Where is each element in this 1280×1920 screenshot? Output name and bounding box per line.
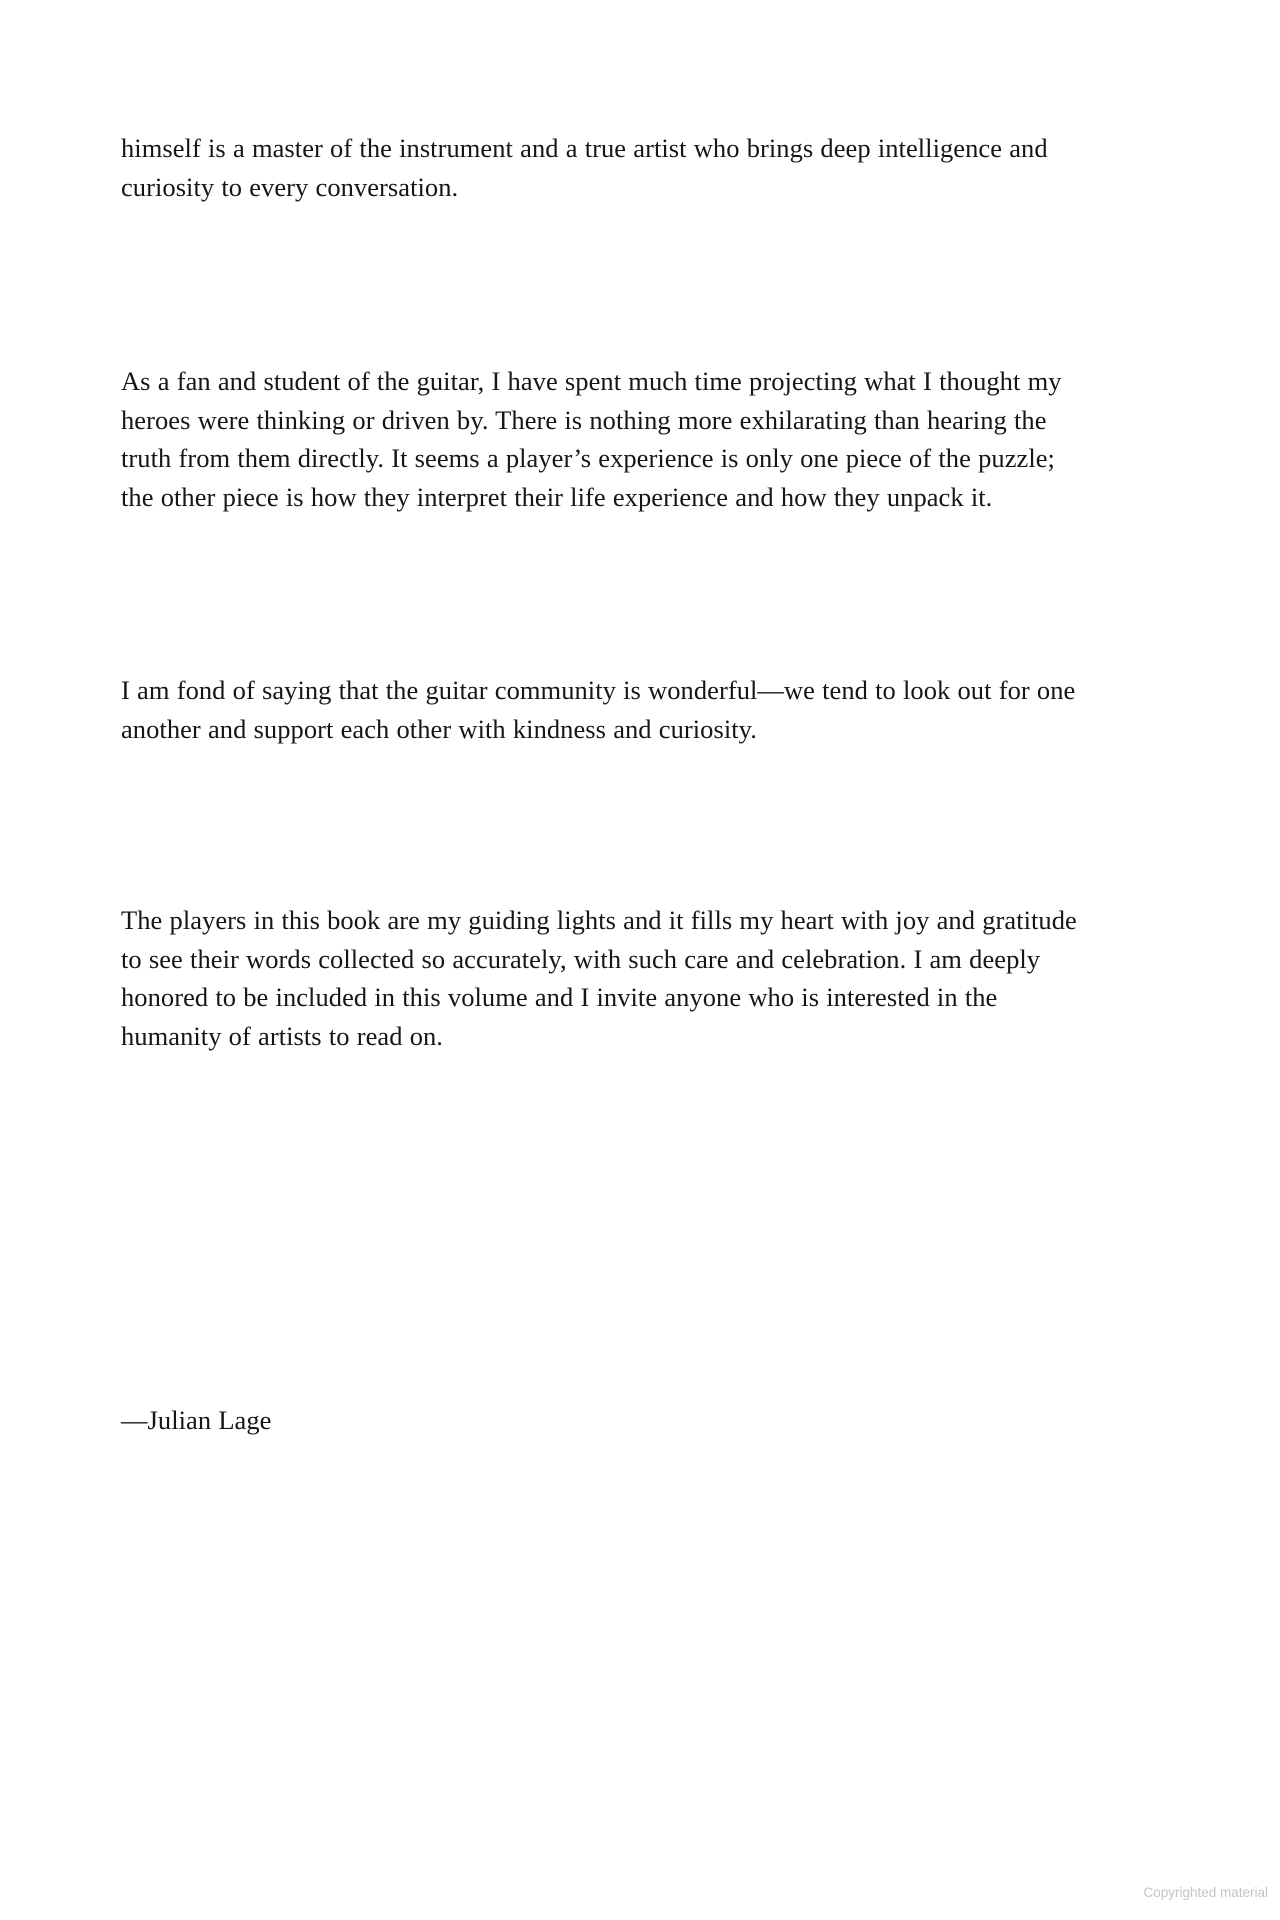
paragraph-2 xyxy=(121,362,1166,516)
text-line: truth from them directly. It seems a player’s experience is only one piece of the puzzle; xyxy=(121,443,1055,473)
text-line: humanity of artists to read on. xyxy=(121,1020,443,1051)
paragraph-1 xyxy=(121,129,1166,206)
text-line: curiosity to every conversation. xyxy=(121,171,459,202)
text-line: to see their words collected so accurately, with such care and celebration. I am deeply xyxy=(121,943,1041,974)
paragraph-4 xyxy=(121,901,1166,1055)
text-line: honored to be included in this volume and I invite anyone who is interested in the xyxy=(121,982,998,1012)
author-signature xyxy=(121,1401,1166,1440)
text-line: the other piece is how they interpret their life experience and how they unpack it. xyxy=(121,481,993,512)
text-line: another and support each other with kindness and curiosity. xyxy=(121,713,757,744)
text-line: As a fan and student of the guitar, I have spent much time projecting what I thought my xyxy=(121,366,1062,396)
text-line: I am fond of saying that the guitar community is wonderful—we tend to look out for one xyxy=(121,675,1076,705)
signature-text: —Julian Lage xyxy=(121,1405,272,1435)
text-line: heroes were thinking or driven by. There is nothing more exhilarating than hearing the xyxy=(121,404,1047,435)
text-line: The players in this book are my guiding lights and it fills my heart with joy and gratitude xyxy=(121,905,1077,935)
text-line: himself is a master of the instrument and a true artist who brings deep intelligence and xyxy=(121,133,1048,163)
paragraph-3 xyxy=(121,671,1166,748)
copyright-watermark: Copyrighted material xyxy=(1143,1885,1268,1900)
